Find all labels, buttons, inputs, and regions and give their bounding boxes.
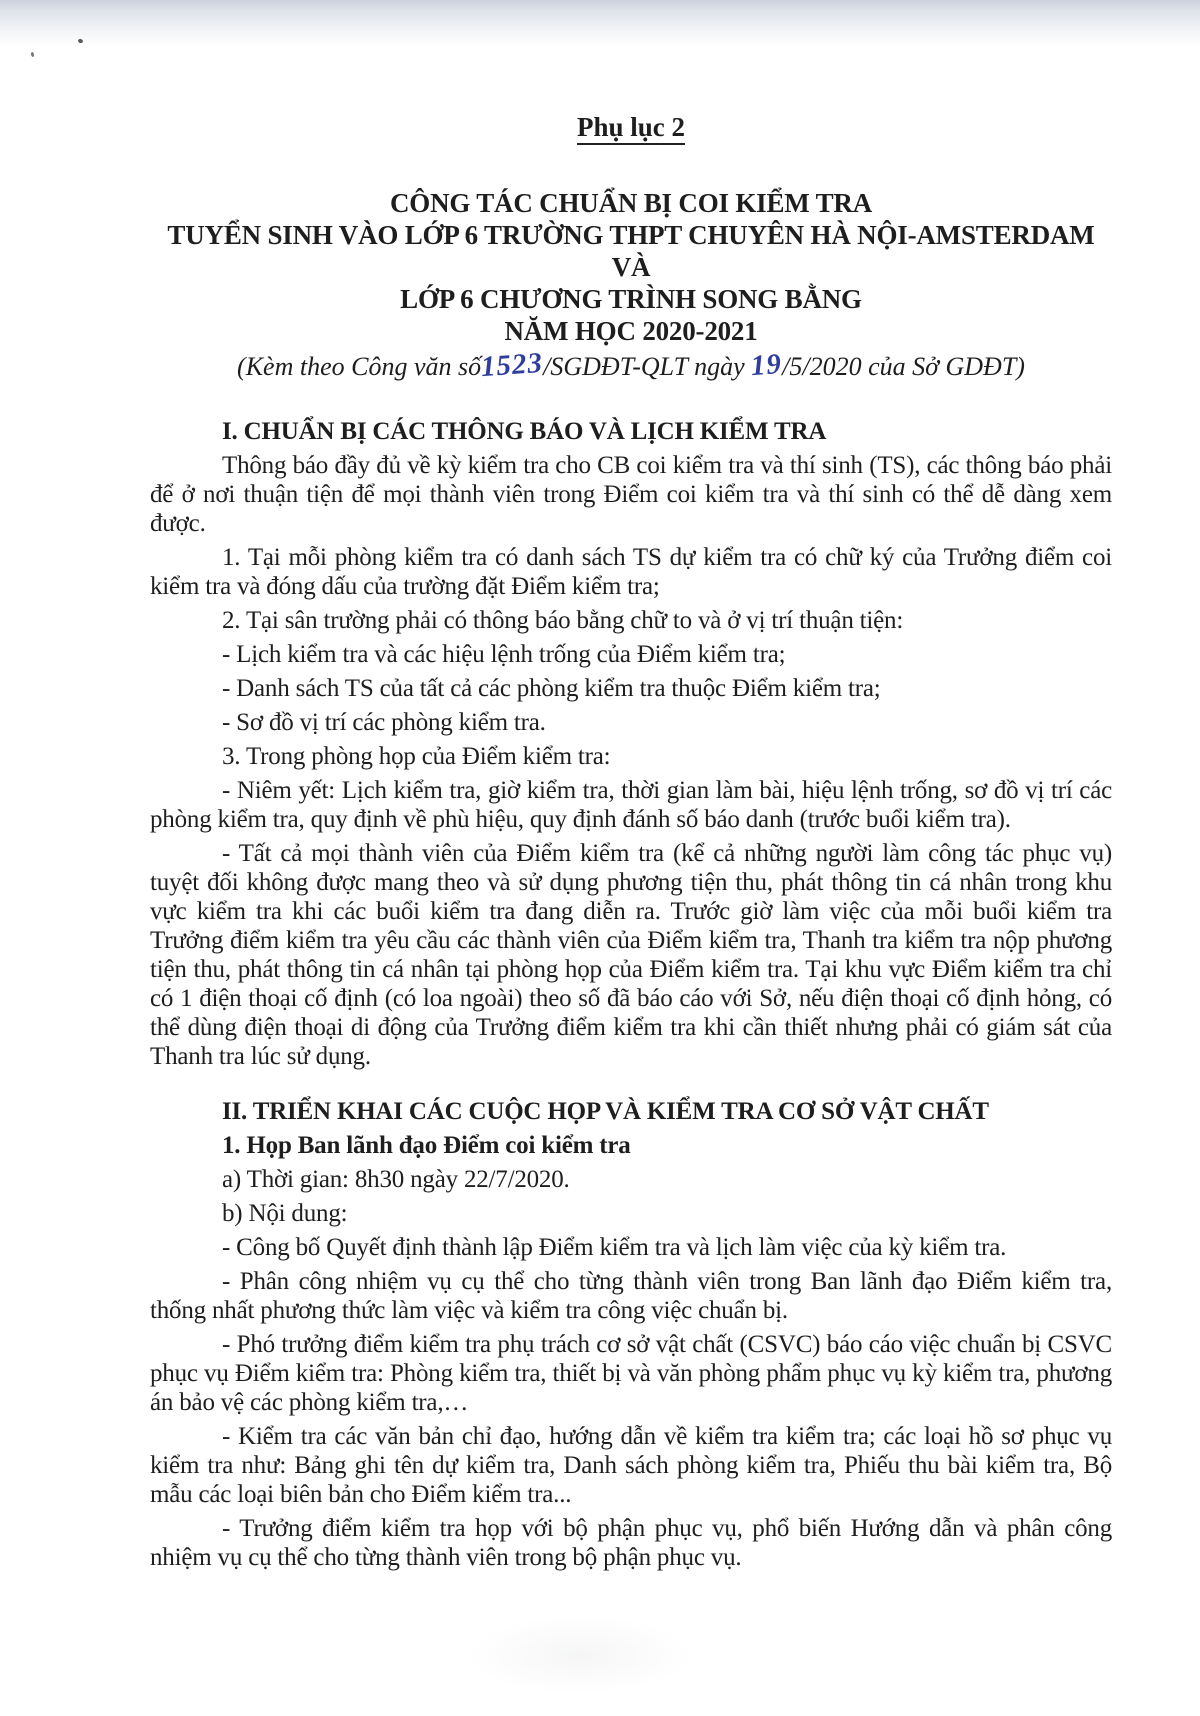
handwritten-day: 19 [749,347,784,383]
dash-item-schedule: - Lịch kiểm tra và các hiệu lệnh trống của Điểm kiểm tra; [222,641,786,668]
document-title [150,187,1112,347]
title-line-1: CÔNG TÁC CHUẨN BỊ COI KIỂM TRA [389,188,873,218]
scan-smudge [420,1600,740,1710]
appendix-label-text: Phụ lục 2 [577,112,685,145]
citation-suffix: /5/2020 của Sở GDĐT) [782,352,1025,381]
section-2-heading: II. TRIỂN KHAI CÁC CUỘC HỌP VÀ KIỂM TRA CƠ SỞ VẬT CHẤT [222,1098,989,1125]
title-line-2: TUYỂN SINH VÀO LỚP 6 TRƯỜNG THPT CHUYÊN HÀ NỘI-AMSTERDAM VÀ [167,220,1095,282]
paragraph-item-3: 3. Trong phòng họp của Điểm kiểm tra: [222,743,611,770]
title-line-4: NĂM HỌC 2020-2021 [504,316,758,346]
dash-item-device-rules: - Tất cả mọi thành viên của Điểm kiểm tra (kể cả những người làm công tác phục vụ) tuyệt đối không được mang theo và sử dụng phương tiện thu, phát thông tin cá nhân trong khu vực kiểm tra khi các buổi kiểm tra đang diễn ra. Trước giờ làm việc của mỗi buổi kiểm tra Trưởng điểm kiểm tra yêu cầu các thành viên của Điểm kiểm tra, Thanh tra kiểm tra nộp phương tiện thu, phát thông tin cá nhân tại phòng họp của Điểm kiểm tra. Tại khu vực Điểm kiểm tra chỉ có 1 điện thoại cố định (có loa ngoài) theo số đã báo cáo với Sở, nếu điện thoại cố định hỏng, có thể dùng điện thoại di động của Trưởng điểm kiểm tra khi cần thiết nhưng phải có giám sát của Thanh tra lúc sử dụng. [150,840,1112,1070]
dash-item-candidate-list: - Danh sách TS của tất cả các phòng kiểm tra thuộc Điểm kiểm tra; [222,675,881,702]
title-line-3: LỚP 6 CHƯƠNG TRÌNH SONG BẰNG [400,284,862,314]
dash-item-facilities-report: - Phó trưởng điểm kiểm tra phụ trách cơ sở vật chất (CSVC) báo cáo việc chuẩn bị CSVC phục vụ Điểm kiểm tra: Phòng kiểm tra, thiết bị và văn phòng phẩm phục vụ kỳ kiểm tra, phương án bảo vệ các phòng kiểm tra,… [150,1331,1112,1416]
scan-speck [30,52,34,58]
scan-edge-artifact [0,0,1200,46]
dash-item-service-staff-meeting: - Trưởng điểm kiểm tra họp với bộ phận phục vụ, phổ biến Hướng dẫn và phân công nhiệm vụ cụ thể cho từng thành viên trong bộ phận phục vụ. [150,1515,1112,1571]
paragraph-intro: Thông báo đầy đủ về kỳ kiểm tra cho CB coi kiểm tra và thí sinh (TS), các thông báo phải để ở nơi thuận tiện để mọi thành viên trong Điểm coi kiểm tra và thí sinh có thể dễ dàng xem được. [150,452,1112,537]
dash-item-check-documents: - Kiểm tra các văn bản chỉ đạo, hướng dẫn về kiểm tra kiểm tra; các loại hồ sơ phục vụ kiểm tra như: Bảng ghi tên dự kiểm tra, Danh sách phòng kiểm tra, Phiếu thu bài kiểm tra, Bộ mẫu các loại biên bản cho Điểm kiểm tra... [150,1423,1112,1508]
meeting-time: a) Thời gian: 8h30 ngày 22/7/2020. [222,1166,570,1193]
handwritten-document-number: 1523 [479,346,545,384]
scan-speck [77,38,83,43]
citation-line [150,346,1112,384]
appendix-label [150,112,1112,143]
citation-middle: /SGDĐT-QLT ngày [543,352,752,381]
meeting-content-label: b) Nội dung: [222,1200,348,1227]
document-body [150,417,1112,1572]
paragraph-item-2: 2. Tại sân trường phải có thông báo bằng chữ to và ở vị trí thuận tiện: [222,607,904,634]
section-2-sub-1: 1. Họp Ban lãnh đạo Điểm coi kiểm tra [222,1132,631,1159]
dash-item-posted-notices: - Niêm yết: Lịch kiểm tra, giờ kiểm tra, thời gian làm bài, hiệu lệnh trống, sơ đồ vị trí các phòng kiểm tra, quy định về phù hiệu, quy định đánh số báo danh (trước buổi kiểm tra). [150,777,1112,833]
dash-item-room-map: - Sơ đồ vị trí các phòng kiểm tra. [222,709,546,736]
document-content [150,112,1112,1577]
paragraph-item-1: 1. Tại mỗi phòng kiểm tra có danh sách TS dự kiểm tra có chữ ký của Trưởng điểm coi kiểm tra và đóng dấu của trường đặt Điểm kiểm tra; [150,544,1112,600]
dash-item-assign-tasks: - Phân công nhiệm vụ cụ thể cho từng thành viên trong Ban lãnh đạo Điểm kiểm tra, thống nhất phương thức làm việc và kiểm tra công việc chuẩn bị. [150,1268,1112,1324]
citation-prefix: (Kèm theo Công văn số [237,352,482,381]
dash-item-announce-decision: - Công bố Quyết định thành lập Điểm kiểm tra và lịch làm việc của kỳ kiểm tra. [222,1234,1007,1261]
section-1-heading: I. CHUẨN BỊ CÁC THÔNG BÁO VÀ LỊCH KIỂM TRA [222,418,827,445]
